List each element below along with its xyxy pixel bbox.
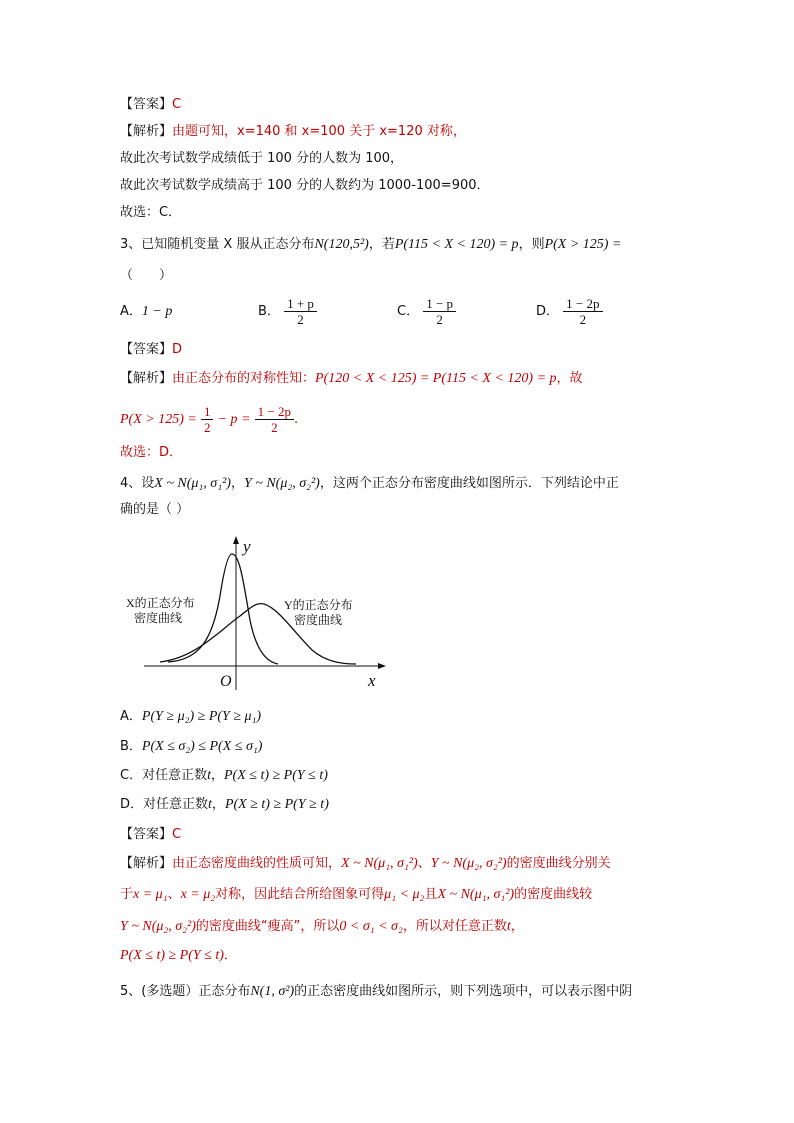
q4-option-d: [120, 795, 329, 815]
denominator: 2: [297, 312, 304, 327]
fraction: [423, 296, 456, 327]
q4-x-dist: X ~ N(μ₁, σ₁²): [154, 476, 231, 491]
option-label: D．: [536, 304, 560, 319]
normal-curves-figure: [120, 534, 390, 694]
numerator: 1 + p: [284, 296, 317, 312]
analysis-math: Y ~ N(μ₂, σ₂²): [120, 919, 196, 934]
option-sep: ，: [210, 768, 224, 783]
analysis-text: 的密度曲线“瘦高”，所以: [195, 919, 340, 934]
q5-stem-a: 5、(多选题）正态分布: [120, 984, 251, 999]
option-value: P(X ≤ σ₂) ≤ P(X ≤ σ₁): [141, 739, 263, 754]
analysis-math: t: [506, 919, 511, 934]
answer-tag: 【答案】: [120, 342, 173, 357]
q3-paren: （ ）: [120, 268, 173, 283]
q3-stem-c: ，则: [518, 237, 545, 252]
answer-tag: 【答案】: [120, 827, 173, 842]
equation-mid: − p =: [217, 412, 251, 427]
denominator: 2: [436, 312, 443, 327]
option-value: P(X ≥ t) ≥ P(Y ≥ t): [224, 797, 329, 812]
analysis-text: 、: [417, 856, 431, 871]
option-label: B．: [120, 739, 142, 754]
option-label: B．: [258, 304, 280, 319]
option-label: C．: [120, 768, 143, 783]
analysis-text: ．: [223, 948, 237, 963]
answer-tag: 【答案】: [120, 97, 173, 112]
analysis-text: 由题可知，x=140 和 x=100 关于 x=120 对称，: [172, 124, 466, 139]
option-value: 1 − p: [141, 304, 173, 319]
q3-stem-b: ，若: [368, 237, 395, 252]
answer-value: C: [172, 97, 182, 112]
numerator: 1: [201, 404, 214, 420]
q3-option-d: [536, 296, 603, 327]
q3-option-a: [120, 302, 172, 322]
denominator: 2: [203, 420, 211, 435]
q2-analysis-line3: 故此次考试数学成绩高于 100 分的人数约为 1000-100=900．: [120, 178, 490, 193]
analysis-text: 对称，因此结合所给图象可得: [215, 887, 385, 902]
fraction: [563, 296, 602, 327]
option-text: 对任意正数: [143, 797, 209, 812]
q4-analysis-line1: [120, 854, 611, 874]
option-label: A．: [120, 709, 142, 724]
analysis-text: 由正态密度曲线的性质可知，: [172, 856, 342, 871]
fraction: [284, 296, 317, 327]
q4-analysis-line3: [120, 917, 524, 937]
q4-stem-b: ，这两个正态分布密度曲线如图所示．下列结论中正: [319, 476, 619, 491]
numerator: 1 − p: [423, 296, 456, 312]
analysis-math: μ₁ < μ₂: [384, 887, 425, 902]
q3-analysis-line1: [120, 369, 583, 389]
q3-answer-line: [120, 340, 182, 360]
q4-analysis-line2: [120, 885, 592, 905]
x-curve-label: X的正态分布: [126, 596, 195, 610]
analysis-math: Y ~ N(μ₂, σ₂²): [430, 856, 507, 871]
x-axis-arrow: [378, 663, 386, 669]
origin-label: O: [220, 673, 232, 690]
option-value: P(X ≤ t) ≥ P(Y ≤ t): [224, 768, 328, 783]
numerator: 1 − 2p: [563, 296, 602, 312]
q4-option-c: [120, 766, 328, 786]
q2-analysis-line2: 故此次考试数学成绩低于 100 分的人数为 100，: [120, 151, 404, 166]
q3-stem-a: 3、已知随机变量 X 服从正态分布: [120, 237, 315, 252]
q3-analysis-line2: [120, 404, 298, 435]
q2-answer-line: [120, 95, 181, 115]
q4-answer-line: [120, 825, 181, 845]
q3-dist: N(120,5²): [314, 237, 369, 252]
q3-cond: P(115 < X < 120) = p: [394, 237, 519, 252]
analysis-tag: 【解析】: [120, 371, 173, 386]
q3-ask: P(X > 125) =: [544, 237, 622, 252]
fraction: [201, 404, 214, 435]
analysis-math: 0 < σ₁ < σ₂: [339, 919, 403, 934]
analysis-text: ，: [510, 919, 524, 934]
q4-option-b: [120, 737, 262, 757]
equation-left: P(X > 125) =: [120, 412, 197, 427]
q3-option-c: [397, 296, 456, 327]
analysis-text: 、: [167, 887, 181, 902]
x-curve-label-2: 密度曲线: [134, 611, 183, 625]
analysis-text: 的密度曲线分别关: [506, 856, 611, 871]
analysis-text: ，故: [556, 371, 583, 386]
y-axis-label: y: [243, 537, 251, 556]
analysis-math: x = μ₂: [180, 887, 216, 902]
analysis-text: ，所以对任意正数: [402, 919, 507, 934]
q5-dist: N(1, σ²): [250, 984, 295, 999]
y-curve-label-2: 密度曲线: [294, 613, 343, 627]
numerator: 1 − 2p: [255, 404, 294, 420]
analysis-math: X ~ N(μ₁, σ₁²): [341, 856, 418, 871]
equation-end: .: [294, 412, 299, 427]
fraction: [255, 404, 294, 435]
option-text: 对任意正数: [142, 768, 208, 783]
analysis-tag: 【解析】: [120, 856, 173, 871]
option-label: A．: [120, 304, 142, 319]
q3-conclusion: 故选：D．: [120, 445, 183, 460]
denominator: 2: [579, 312, 587, 327]
analysis-math: P(X ≤ t) ≥ P(Y ≤ t): [120, 948, 224, 963]
analysis-equation: P(120 < X < 125) = P(115 < X < 120) = p: [315, 371, 557, 386]
y-axis-arrow: [233, 536, 239, 544]
analysis-text: 于: [120, 887, 134, 902]
q2-analysis-line1: [120, 122, 466, 142]
q2-conclusion: 故选：C．: [120, 205, 182, 220]
q5-stem-b: 的正态密度曲线如图所示，则下列选项中，可以表示图中阴: [294, 984, 633, 999]
answer-value: D: [172, 342, 183, 357]
analysis-text: 的密度曲线较: [514, 887, 593, 902]
option-var: t: [208, 797, 212, 812]
q4-stem-a: 4、设: [120, 476, 155, 491]
y-curve-label: Y的正态分布: [284, 598, 353, 612]
denominator: 2: [271, 420, 278, 435]
q4-stem-line2: 确的是（ ）: [120, 502, 190, 517]
option-label: D．: [120, 797, 144, 812]
answer-value: C: [172, 827, 182, 842]
q4-y-dist: Y ~ N(μ₂, σ₂²): [243, 476, 320, 491]
q4-analysis-line4: [120, 946, 237, 966]
option-label: C．: [397, 304, 420, 319]
q4-comma: ，: [230, 476, 244, 491]
analysis-text: 由正态分布的对称性知：: [172, 371, 316, 386]
analysis-math: X ~ N(μ₁, σ₁²): [437, 887, 515, 902]
option-var: t: [207, 768, 211, 783]
option-value: P(Y ≥ μ₂) ≥ P(Y ≥ μ₁): [141, 709, 262, 724]
q4-stem: [120, 474, 619, 494]
q5-stem: [120, 982, 632, 1002]
x-axis-label: x: [368, 671, 376, 690]
option-sep: ，: [211, 797, 225, 812]
q3-option-b: [258, 296, 317, 327]
q3-stem: [120, 235, 621, 255]
analysis-math: x = μ₁: [133, 887, 168, 902]
analysis-tag: 【解析】: [120, 124, 173, 139]
q4-option-a: [120, 707, 261, 727]
analysis-text: 且: [424, 887, 438, 902]
